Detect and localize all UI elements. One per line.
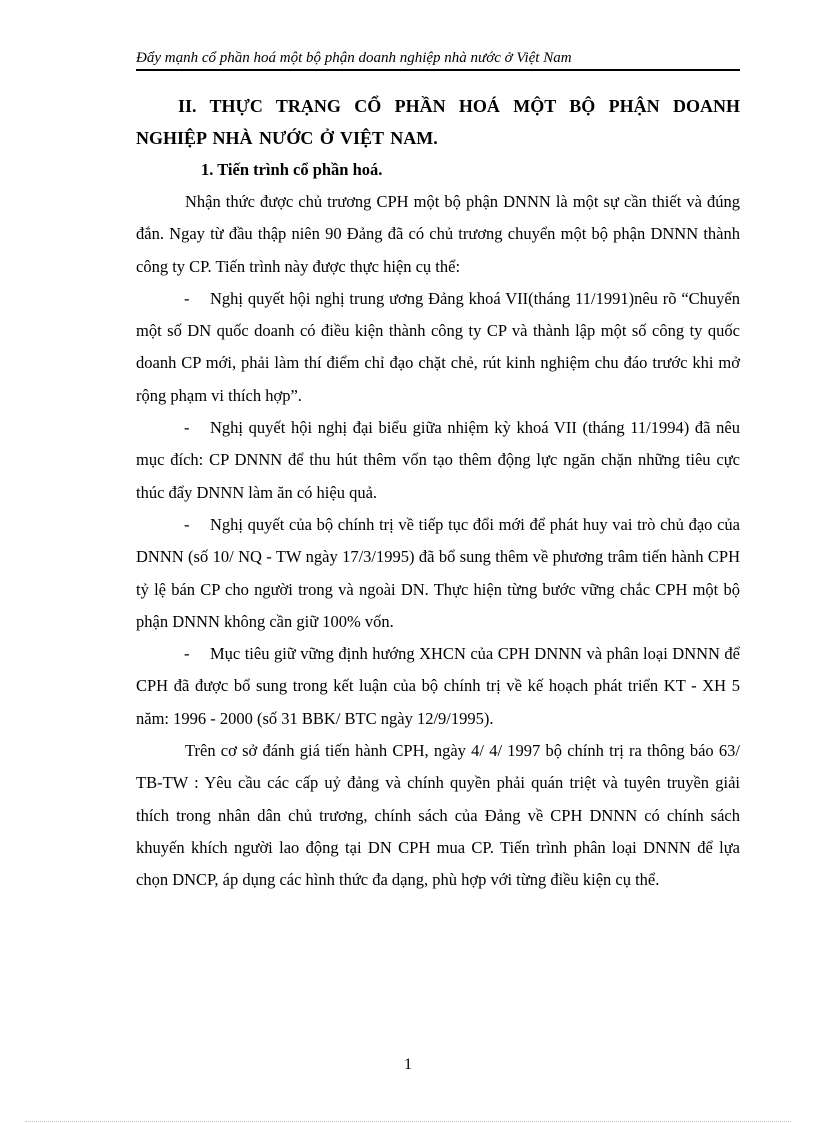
intro-paragraph: Nhận thức được chủ trương CPH một bộ phận DNNN là một sự cần thiết và đúng đắn. Ngay từ đầu thập niên 90 Đảng đã có chủ trương chuyển một bộ phận DNNN thành công ty CP. Tiến trình này được thực hiện cụ thể: xyxy=(136,192,740,276)
closing-paragraph: Trên cơ sở đánh giá tiến hành CPH, ngày 4/ 4/ 1997 bộ chính trị ra thông báo 63/ TB-TW : Yêu cầu các cấp uỷ đảng và chính quyền phải quán triệt và tuyên truyền giải thích trong nhân dân chủ trương, chính sách của Đảng về CPH DNNN có chính sách khuyến khích người lao động tại DN CPH mua CP. Tiến trình phân loại DNNN để lựa chọn DNCP, áp dụng các hình thức đa dạng, phù hợp với từng điều kiện cụ thể. xyxy=(136,741,740,890)
bullet-item xyxy=(136,283,740,412)
page-bottom-divider xyxy=(25,1121,791,1122)
bullet-dash: - xyxy=(184,418,190,438)
page-body xyxy=(136,90,740,897)
subsection-title: 1. Tiến trình cổ phần hoá. xyxy=(201,160,383,179)
bullet-dash: - xyxy=(184,514,190,534)
bullet-dash: - xyxy=(184,288,190,308)
bullet-item xyxy=(136,412,740,509)
bullet-item xyxy=(136,638,740,735)
bullet-text: Mục tiêu giữ vững định hướng XHCN của CPH DNNN và phân loại DNNN để CPH đã được bổ sung trong kết luận của bộ chính trị về kế hoạch phát triển KT - XH 5 năm: 1996 - 2000 (số 31 BBK/ BTC ngày 12/9/1995). xyxy=(136,644,740,728)
bullet-item xyxy=(136,509,740,638)
bullet-text: Nghị quyết của bộ chính trị về tiếp tục đổi mới để phát huy vai trò chủ đạo của DNNN (số 10/ NQ - TW ngày 17/3/1995) đã bổ sung thêm về phương trâm tiến hành CPH tỷ lệ bán CP cho người trong và ngoài DN. Thực hiện từng bước vững chắc CPH một bộ phận DNNN không cần giữ 100% vốn. xyxy=(136,514,740,631)
bullet-text: Nghị quyết hội nghị đại biểu giữa nhiệm kỳ khoá VII (tháng 11/1994) đã nêu mục đích: CP DNNN để thu hút thêm vốn tạo thêm động lực ngăn chặn những tiêu cực thúc đẩy DNNN làm ăn có hiệu quả. xyxy=(136,418,740,502)
bullet-dash: - xyxy=(184,644,190,664)
running-header: Đẩy mạnh cổ phần hoá một bộ phận doanh nghiệp nhà nước ở Việt Nam xyxy=(136,48,740,71)
section-title: II. THỰC TRẠNG CỔ PHẦN HOÁ MỘT BỘ PHẬN DOANH NGHIỆP NHÀ NƯỚC Ở VIỆT NAM. xyxy=(136,96,740,148)
bullet-text: Nghị quyết hội nghị trung ương Đảng khoá VII(tháng 11/1991)nêu rõ “Chuyển một số DN quốc doanh có điều kiện thành công ty CP và thành lập một số công ty quốc doanh CP mới, phải làm thí điểm chỉ đạo chặt chẻ, rút kinh nghiệm chu đáo trước khi mở rộng phạm vi thích hợp”. xyxy=(136,288,740,405)
page-number: 1 xyxy=(404,1056,412,1073)
